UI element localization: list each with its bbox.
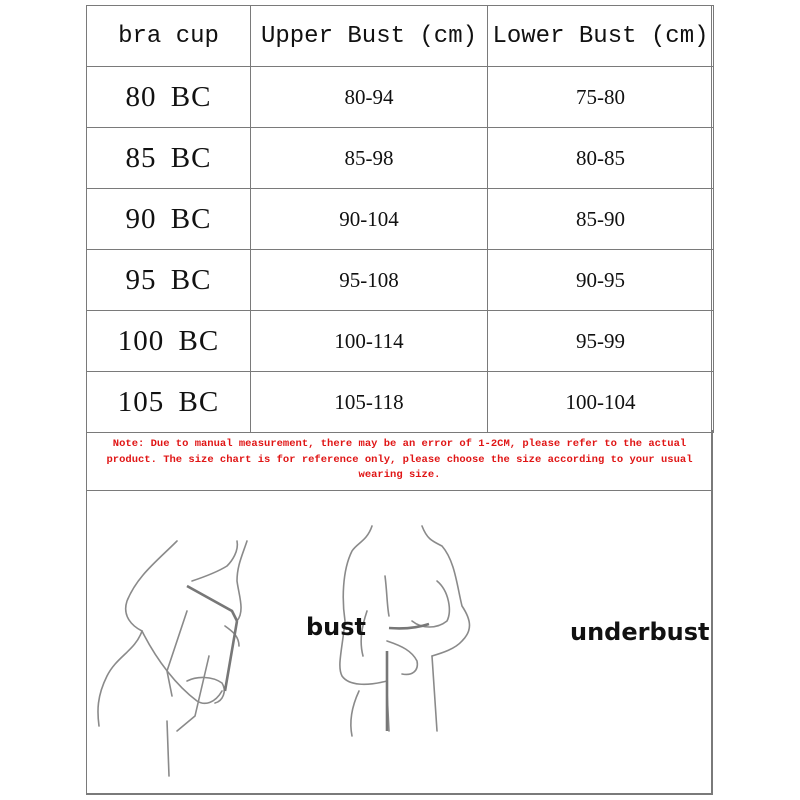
cell-upper: 95-108 (251, 250, 488, 311)
cell-lower: 85-90 (488, 189, 714, 250)
table-row (87, 67, 714, 128)
bust-label: bust (306, 613, 367, 641)
cell-lower: 95-99 (488, 311, 714, 372)
cell-lower: 90-95 (488, 250, 714, 311)
cell-cup: 85 BC (87, 128, 251, 189)
header-lower-bust: Lower Bust (cm) (488, 6, 714, 67)
cell-upper: 90-104 (251, 189, 488, 250)
table-row (87, 128, 714, 189)
cell-lower: 75-80 (488, 67, 714, 128)
table-header-row (87, 6, 714, 67)
size-chart-table (86, 5, 714, 433)
cell-lower: 80-85 (488, 128, 714, 189)
cell-lower: 100-104 (488, 372, 714, 433)
table-row (87, 311, 714, 372)
cell-cup: 105 BC (87, 372, 251, 433)
header-upper-bust: Upper Bust (cm) (251, 6, 488, 67)
header-bra-cup: bra cup (87, 6, 251, 67)
measurement-note: Note: Due to manual measurement, there may be an error of 1-2CM, please refer to the actual product. The size chart is for reference only, please choose the size according to your usual wearing size. (86, 430, 713, 491)
cell-cup: 95 BC (87, 250, 251, 311)
underbust-label: underbust (570, 618, 710, 646)
cell-cup: 90 BC (87, 189, 251, 250)
cell-upper: 85-98 (251, 128, 488, 189)
cell-upper: 100-114 (251, 311, 488, 372)
table-row (87, 372, 714, 433)
cell-upper: 80-94 (251, 67, 488, 128)
cell-upper: 105-118 (251, 372, 488, 433)
cell-cup: 80 BC (87, 67, 251, 128)
cell-cup: 100 BC (87, 311, 251, 372)
table-row (87, 250, 714, 311)
measurement-illustration (86, 490, 713, 795)
table-row (87, 189, 714, 250)
